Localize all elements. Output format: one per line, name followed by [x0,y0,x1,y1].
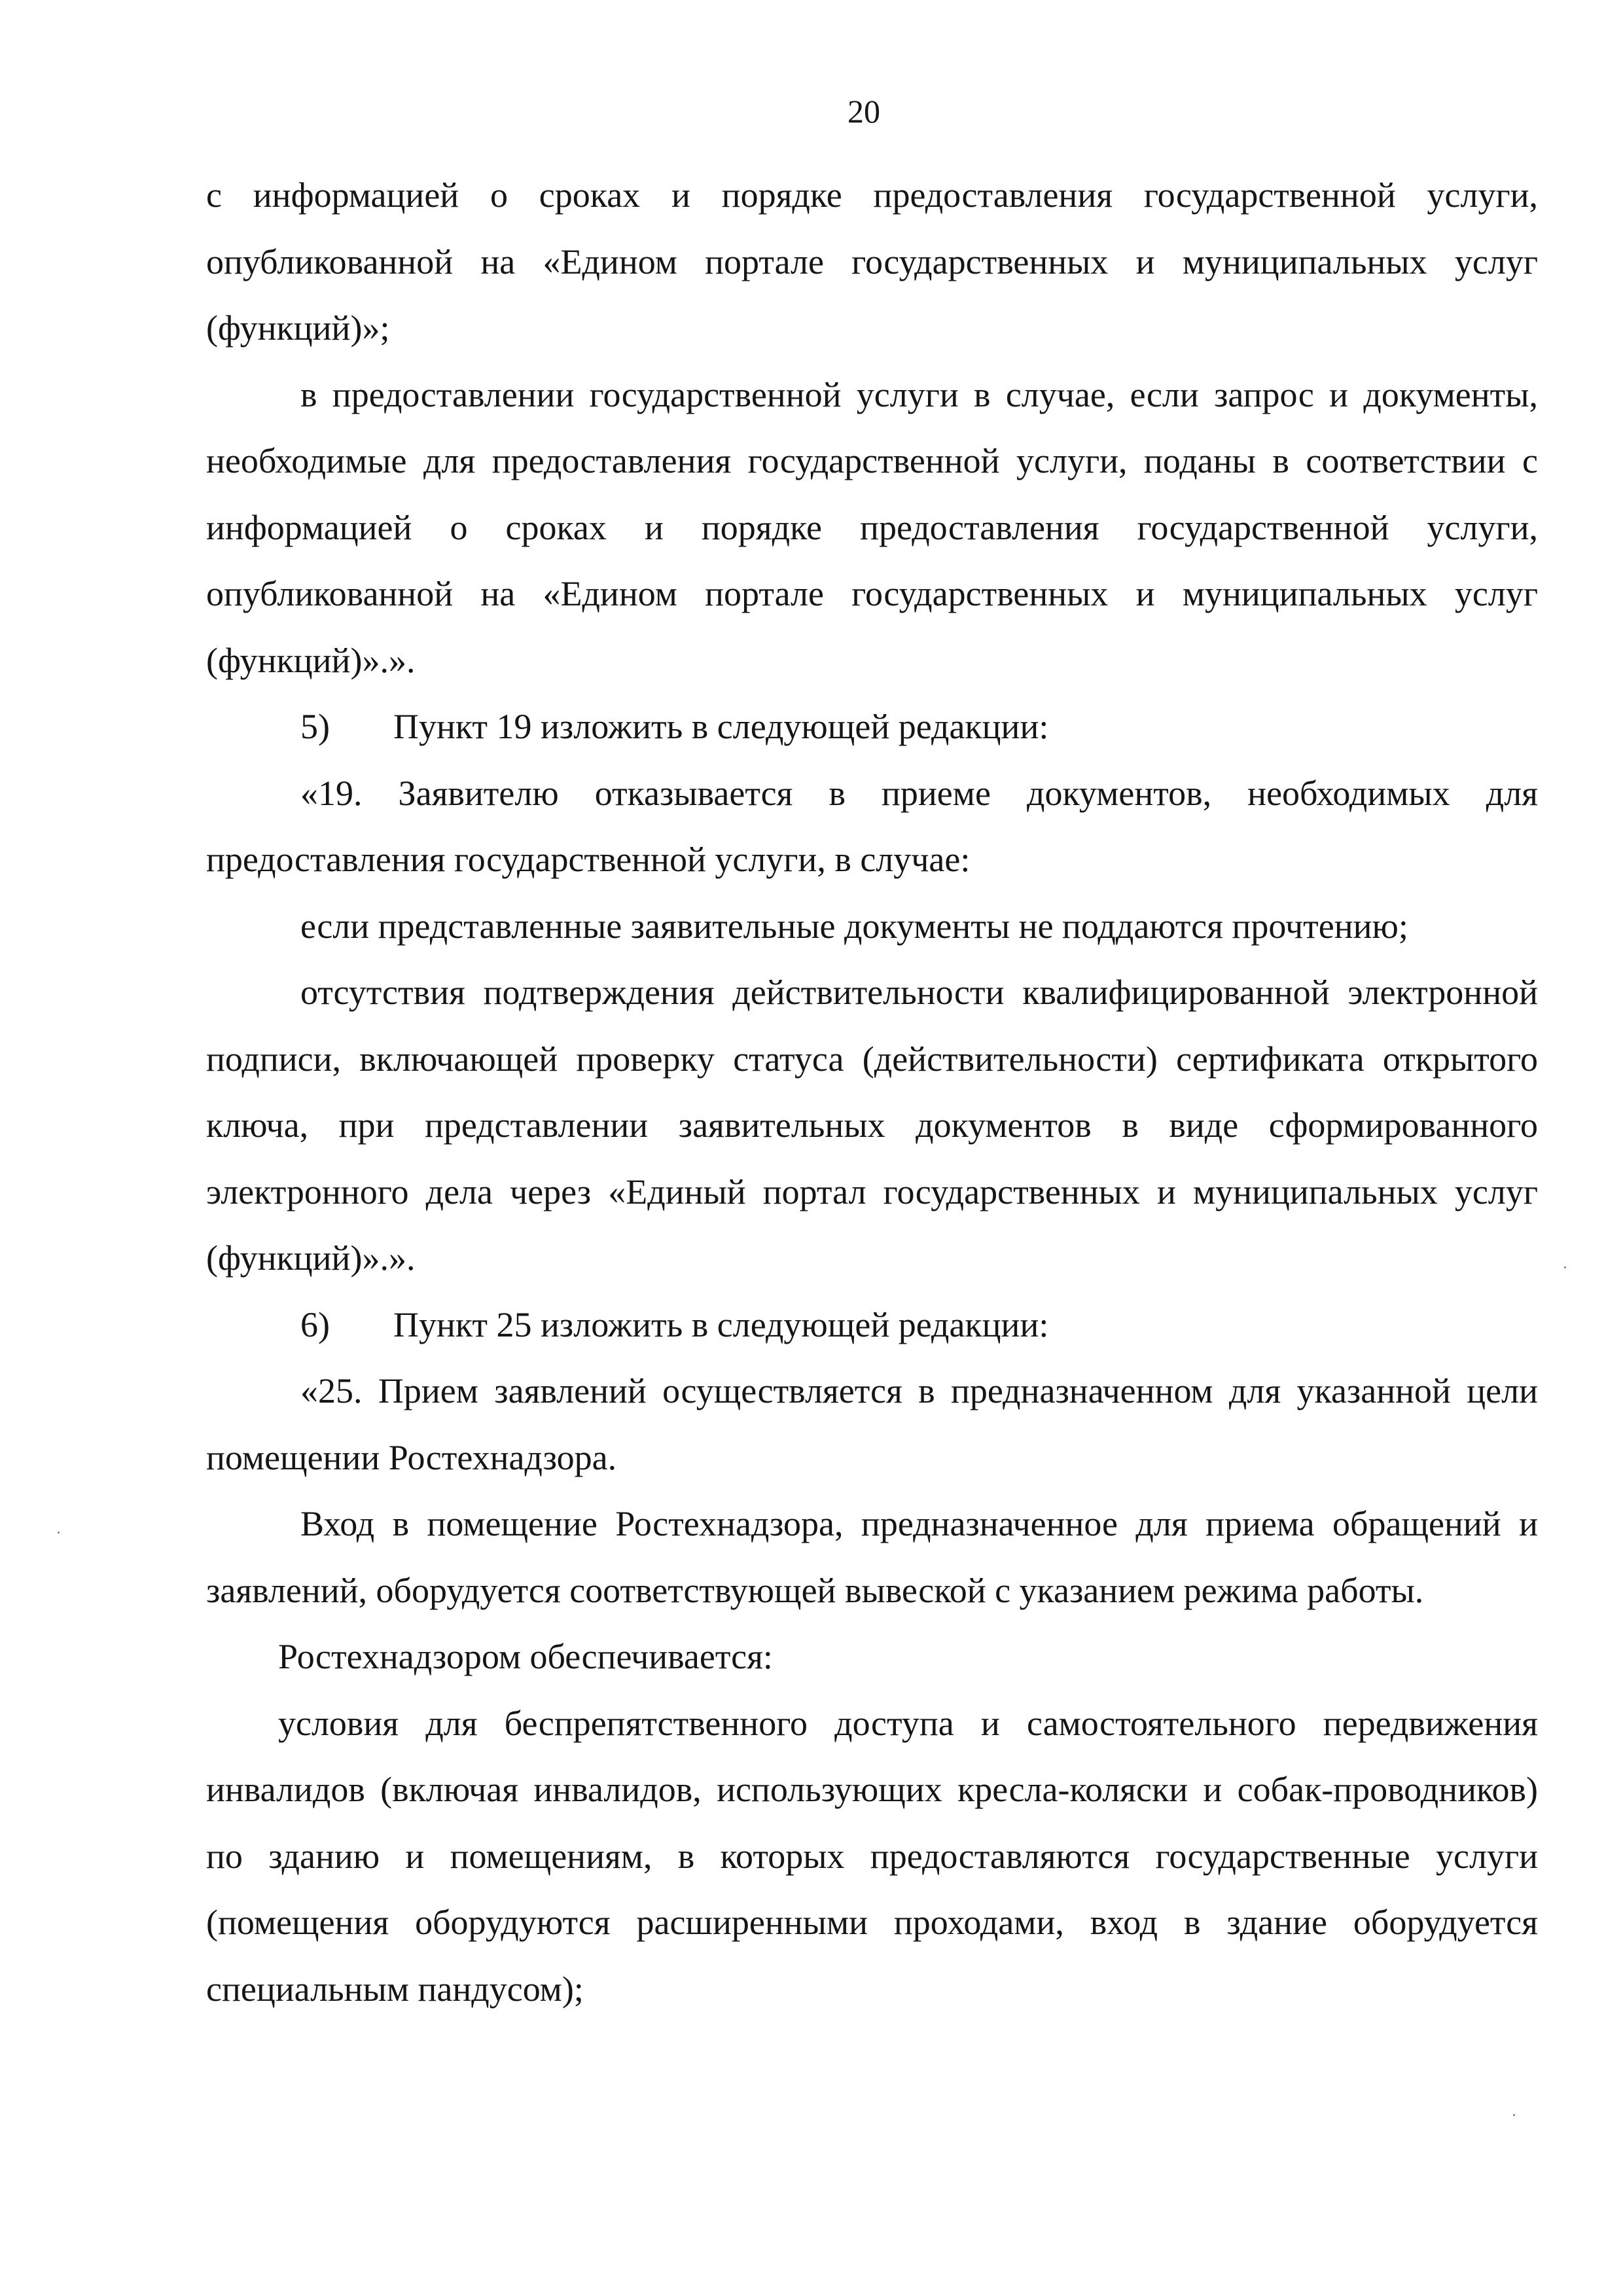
scan-speck [58,1532,60,1534]
list-item-6-number: 6) [300,1304,330,1344]
list-item-6-text: Пункт 25 изложить в следующей редакции: [393,1304,1049,1344]
paragraph-info-terms: с информацией о сроках и порядке предоставления государственной услуги, опубликованной на «Едином портале государственных и муниципальных услуг (функций)»; [206,175,1538,348]
document-body [206,162,1538,2022]
list-item-5-number: 5) [300,707,330,746]
page-number: 20 [847,93,880,130]
paragraph-refusal-19: «19. Заявителю отказывается в приеме документов, необходимых для предоставления государственной услуги, в случае: [206,773,1538,879]
paragraph-entrance-sign: Вход в помещение Ростехнадзора, предназначенное для приема обращений и заявлений, оборудуется соответствующей вывеской с указанием режима работы. [206,1504,1538,1610]
paragraph-provision-request: в предоставлении государственной услуги в случае, если запрос и документы, необходимые для предоставления государственной услуги, поданы в соответствии с информацией о сроках и порядке предоставления государственной услуги, опубликованной на «Едином портале государственных и муниципальных услуг (функций)».». [206,374,1538,680]
paragraph-accessibility: условия для беспрепятственного доступа и самостоятельного передвижения инвалидов (включая инвалидов, использующих кресла-коляски и собак-проводников) по зданию и помещениям, в которых предоставляются государственные услуги (помещения оборудуются расширенными проходами, вход в здание оборудуется специальным пандусом); [206,1703,1538,2009]
list-item-5-text: Пункт 19 изложить в следующей редакции: [393,707,1049,746]
list-item-6 [206,1292,1538,1359]
paragraph-unreadable-documents: если представленные заявительные документы не поддаются прочтению; [300,906,1408,946]
paragraph-reception-25: «25. Прием заявлений осуществляется в предназначенном для указанной цели помещении Ростехнадзора. [206,1371,1538,1477]
paragraph-provided-by: Ростехнадзором обеспечивается: [278,1637,773,1676]
scan-speck [1513,2114,1515,2116]
list-item-5 [206,694,1538,761]
scan-speck [1564,1266,1566,1268]
paragraph-signature-check: отсутствия подтверждения действительности квалифицированной электронной подписи, включающей проверку статуса (действительности) сертификата открытого ключа, при представлении заявительных документов в виде сформированного электронного дела через «Единый портал государственных и муниципальных услуг (функций)».». [206,973,1538,1278]
